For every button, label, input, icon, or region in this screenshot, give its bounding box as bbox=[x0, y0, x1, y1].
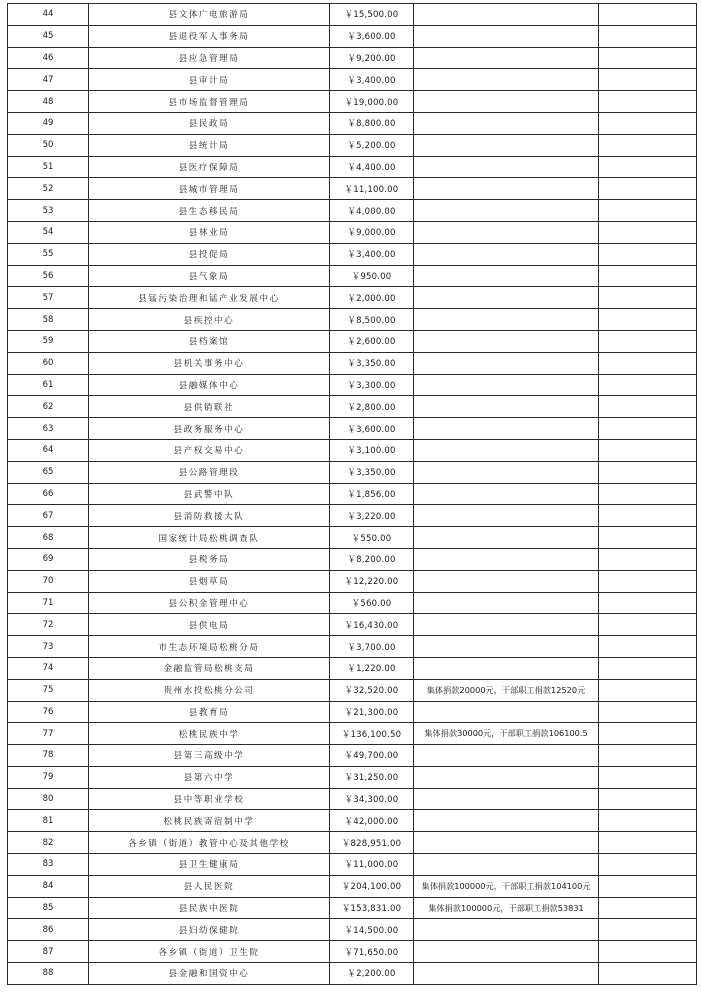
amount-cell: ￥9,200.00 bbox=[330, 47, 414, 69]
row-number-cell: 70 bbox=[8, 570, 89, 592]
extra-cell bbox=[599, 352, 697, 374]
unit-name-cell: 各乡镇（街道）卫生院 bbox=[89, 941, 330, 963]
amount-cell: ￥11,100.00 bbox=[330, 178, 414, 200]
row-number-cell: 81 bbox=[8, 810, 89, 832]
unit-name-cell: 县审计局 bbox=[89, 69, 330, 91]
amount-cell: ￥153,831.00 bbox=[330, 897, 414, 919]
unit-name-cell: 县第六中学 bbox=[89, 766, 330, 788]
note-cell bbox=[414, 134, 599, 156]
table-row bbox=[8, 178, 697, 200]
note-cell: 集体捐款100000元，干部职工捐款53831 bbox=[414, 897, 599, 919]
row-number-cell: 48 bbox=[8, 91, 89, 113]
extra-cell bbox=[599, 614, 697, 636]
row-number-cell: 53 bbox=[8, 200, 89, 222]
note-cell bbox=[414, 69, 599, 91]
amount-cell: ￥550.00 bbox=[330, 527, 414, 549]
unit-name-cell: 县教育局 bbox=[89, 701, 330, 723]
table-row bbox=[8, 374, 697, 396]
amount-cell: ￥3,220.00 bbox=[330, 505, 414, 527]
table-row bbox=[8, 527, 697, 549]
extra-cell bbox=[599, 766, 697, 788]
amount-cell: ￥3,350.00 bbox=[330, 461, 414, 483]
table-row bbox=[8, 418, 697, 440]
table-row bbox=[8, 396, 697, 418]
note-cell: 集体捐款100000元，干部职工捐款104100元 bbox=[414, 875, 599, 897]
row-number-cell: 69 bbox=[8, 548, 89, 570]
table-row bbox=[8, 134, 697, 156]
row-number-cell: 73 bbox=[8, 636, 89, 658]
extra-cell bbox=[599, 941, 697, 963]
amount-cell: ￥2,600.00 bbox=[330, 330, 414, 352]
note-cell bbox=[414, 47, 599, 69]
amount-cell: ￥3,100.00 bbox=[330, 439, 414, 461]
note-cell bbox=[414, 745, 599, 767]
amount-cell: ￥32,520.00 bbox=[330, 679, 414, 701]
table-row bbox=[8, 287, 697, 309]
unit-name-cell: 县供电局 bbox=[89, 614, 330, 636]
unit-name-cell: 各乡镇（街道）教管中心及其他学校 bbox=[89, 832, 330, 854]
unit-name-cell: 县民族中医院 bbox=[89, 897, 330, 919]
row-number-cell: 46 bbox=[8, 47, 89, 69]
row-number-cell: 47 bbox=[8, 69, 89, 91]
extra-cell bbox=[599, 897, 697, 919]
unit-name-cell: 县疾控中心 bbox=[89, 309, 330, 331]
extra-cell bbox=[599, 461, 697, 483]
row-number-cell: 45 bbox=[8, 25, 89, 47]
extra-cell bbox=[599, 439, 697, 461]
unit-name-cell: 县文体广电旅游局 bbox=[89, 4, 330, 26]
table-row bbox=[8, 352, 697, 374]
row-number-cell: 86 bbox=[8, 919, 89, 941]
unit-name-cell: 县产权交易中心 bbox=[89, 439, 330, 461]
extra-cell bbox=[599, 69, 697, 91]
table-row bbox=[8, 897, 697, 919]
note-cell bbox=[414, 701, 599, 723]
unit-name-cell: 县税务局 bbox=[89, 548, 330, 570]
amount-cell: ￥3,400.00 bbox=[330, 243, 414, 265]
extra-cell bbox=[599, 505, 697, 527]
extra-cell bbox=[599, 701, 697, 723]
table-row bbox=[8, 679, 697, 701]
note-cell bbox=[414, 548, 599, 570]
amount-cell: ￥4,000.00 bbox=[330, 200, 414, 222]
unit-name-cell: 县生态移民局 bbox=[89, 200, 330, 222]
note-cell bbox=[414, 221, 599, 243]
note-cell bbox=[414, 418, 599, 440]
extra-cell bbox=[599, 548, 697, 570]
unit-name-cell: 县档案馆 bbox=[89, 330, 330, 352]
note-cell: 集体捐款20000元，干部职工捐款12520元 bbox=[414, 679, 599, 701]
extra-cell bbox=[599, 47, 697, 69]
extra-cell bbox=[599, 25, 697, 47]
table-row bbox=[8, 919, 697, 941]
unit-name-cell: 县卫生健康局 bbox=[89, 854, 330, 876]
table-row bbox=[8, 439, 697, 461]
extra-cell bbox=[599, 832, 697, 854]
amount-cell: ￥950.00 bbox=[330, 265, 414, 287]
amount-cell: ￥3,350.00 bbox=[330, 352, 414, 374]
unit-name-cell: 县气象局 bbox=[89, 265, 330, 287]
row-number-cell: 83 bbox=[8, 854, 89, 876]
donation-table-sheet bbox=[7, 3, 696, 985]
amount-cell: ￥2,200.00 bbox=[330, 963, 414, 985]
amount-cell: ￥31,250.00 bbox=[330, 766, 414, 788]
unit-name-cell: 县政务服务中心 bbox=[89, 418, 330, 440]
note-cell bbox=[414, 396, 599, 418]
unit-name-cell: 国家统计局松桃调查队 bbox=[89, 527, 330, 549]
note-cell bbox=[414, 243, 599, 265]
extra-cell bbox=[599, 265, 697, 287]
row-number-cell: 66 bbox=[8, 483, 89, 505]
amount-cell: ￥8,500.00 bbox=[330, 309, 414, 331]
table-row bbox=[8, 788, 697, 810]
note-cell bbox=[414, 832, 599, 854]
unit-name-cell: 县供销联社 bbox=[89, 396, 330, 418]
extra-cell bbox=[599, 570, 697, 592]
unit-name-cell: 县人民医院 bbox=[89, 875, 330, 897]
unit-name-cell: 县退役军人事务局 bbox=[89, 25, 330, 47]
note-cell bbox=[414, 919, 599, 941]
row-number-cell: 44 bbox=[8, 4, 89, 26]
row-number-cell: 61 bbox=[8, 374, 89, 396]
unit-name-cell: 县融媒体中心 bbox=[89, 374, 330, 396]
unit-name-cell: 县锰污染治理和锰产业发展中心 bbox=[89, 287, 330, 309]
row-number-cell: 87 bbox=[8, 941, 89, 963]
extra-cell bbox=[599, 287, 697, 309]
table-row bbox=[8, 810, 697, 832]
row-number-cell: 56 bbox=[8, 265, 89, 287]
table-row bbox=[8, 832, 697, 854]
amount-cell: ￥9,000.00 bbox=[330, 221, 414, 243]
table-row bbox=[8, 25, 697, 47]
unit-name-cell: 县金融和国资中心 bbox=[89, 963, 330, 985]
table-row bbox=[8, 243, 697, 265]
extra-cell bbox=[599, 592, 697, 614]
amount-cell: ￥3,400.00 bbox=[330, 69, 414, 91]
table-row bbox=[8, 4, 697, 26]
note-cell bbox=[414, 527, 599, 549]
note-cell bbox=[414, 265, 599, 287]
note-cell bbox=[414, 461, 599, 483]
note-cell bbox=[414, 570, 599, 592]
note-cell: 集体捐款30000元，干部职工捐款106100.5 bbox=[414, 723, 599, 745]
note-cell bbox=[414, 657, 599, 679]
note-cell bbox=[414, 614, 599, 636]
extra-cell bbox=[599, 854, 697, 876]
note-cell bbox=[414, 287, 599, 309]
note-cell bbox=[414, 439, 599, 461]
table-row bbox=[8, 723, 697, 745]
note-cell bbox=[414, 25, 599, 47]
extra-cell bbox=[599, 134, 697, 156]
amount-cell: ￥21,300.00 bbox=[330, 701, 414, 723]
note-cell bbox=[414, 636, 599, 658]
table-row bbox=[8, 766, 697, 788]
note-cell bbox=[414, 309, 599, 331]
table-row bbox=[8, 461, 697, 483]
extra-cell bbox=[599, 200, 697, 222]
unit-name-cell: 松桃民族寄宿制中学 bbox=[89, 810, 330, 832]
extra-cell bbox=[599, 156, 697, 178]
amount-cell: ￥3,600.00 bbox=[330, 25, 414, 47]
unit-name-cell: 县消防救援大队 bbox=[89, 505, 330, 527]
unit-name-cell: 县城市管理局 bbox=[89, 178, 330, 200]
note-cell bbox=[414, 788, 599, 810]
extra-cell bbox=[599, 221, 697, 243]
extra-cell bbox=[599, 374, 697, 396]
table-row bbox=[8, 156, 697, 178]
extra-cell bbox=[599, 4, 697, 26]
extra-cell bbox=[599, 527, 697, 549]
row-number-cell: 50 bbox=[8, 134, 89, 156]
table-row bbox=[8, 221, 697, 243]
row-number-cell: 65 bbox=[8, 461, 89, 483]
note-cell bbox=[414, 766, 599, 788]
row-number-cell: 74 bbox=[8, 657, 89, 679]
row-number-cell: 60 bbox=[8, 352, 89, 374]
table-row bbox=[8, 505, 697, 527]
row-number-cell: 76 bbox=[8, 701, 89, 723]
table-row bbox=[8, 200, 697, 222]
amount-cell: ￥4,400.00 bbox=[330, 156, 414, 178]
unit-name-cell: 松桃民族中学 bbox=[89, 723, 330, 745]
amount-cell: ￥1,220.00 bbox=[330, 657, 414, 679]
table-row bbox=[8, 657, 697, 679]
row-number-cell: 64 bbox=[8, 439, 89, 461]
note-cell bbox=[414, 330, 599, 352]
extra-cell bbox=[599, 418, 697, 440]
table-row bbox=[8, 875, 697, 897]
note-cell bbox=[414, 963, 599, 985]
row-number-cell: 72 bbox=[8, 614, 89, 636]
amount-cell: ￥204,100.00 bbox=[330, 875, 414, 897]
amount-cell: ￥8,800.00 bbox=[330, 112, 414, 134]
note-cell bbox=[414, 352, 599, 374]
amount-cell: ￥8,200.00 bbox=[330, 548, 414, 570]
table-body bbox=[8, 4, 697, 985]
unit-name-cell: 县武警中队 bbox=[89, 483, 330, 505]
row-number-cell: 51 bbox=[8, 156, 89, 178]
extra-cell bbox=[599, 810, 697, 832]
table-row bbox=[8, 309, 697, 331]
table-row bbox=[8, 941, 697, 963]
row-number-cell: 62 bbox=[8, 396, 89, 418]
row-number-cell: 77 bbox=[8, 723, 89, 745]
table-row bbox=[8, 570, 697, 592]
table-row bbox=[8, 548, 697, 570]
row-number-cell: 71 bbox=[8, 592, 89, 614]
extra-cell bbox=[599, 396, 697, 418]
table-row bbox=[8, 614, 697, 636]
amount-cell: ￥136,100.50 bbox=[330, 723, 414, 745]
row-number-cell: 63 bbox=[8, 418, 89, 440]
table-row bbox=[8, 854, 697, 876]
unit-name-cell: 县林业局 bbox=[89, 221, 330, 243]
unit-name-cell: 市生态环境局松桃分局 bbox=[89, 636, 330, 658]
row-number-cell: 68 bbox=[8, 527, 89, 549]
row-number-cell: 67 bbox=[8, 505, 89, 527]
table-row bbox=[8, 701, 697, 723]
row-number-cell: 49 bbox=[8, 112, 89, 134]
table-row bbox=[8, 963, 697, 985]
unit-name-cell: 县烟草局 bbox=[89, 570, 330, 592]
table-row bbox=[8, 47, 697, 69]
row-number-cell: 75 bbox=[8, 679, 89, 701]
row-number-cell: 52 bbox=[8, 178, 89, 200]
extra-cell bbox=[599, 636, 697, 658]
extra-cell bbox=[599, 657, 697, 679]
amount-cell: ￥2,000.00 bbox=[330, 287, 414, 309]
donation-table bbox=[7, 3, 697, 985]
table-row bbox=[8, 265, 697, 287]
unit-name-cell: 县第三高级中学 bbox=[89, 745, 330, 767]
unit-name-cell: 县机关事务中心 bbox=[89, 352, 330, 374]
amount-cell: ￥11,000.00 bbox=[330, 854, 414, 876]
note-cell bbox=[414, 810, 599, 832]
table-row bbox=[8, 592, 697, 614]
extra-cell bbox=[599, 243, 697, 265]
row-number-cell: 80 bbox=[8, 788, 89, 810]
table-row bbox=[8, 112, 697, 134]
unit-name-cell: 县投促局 bbox=[89, 243, 330, 265]
extra-cell bbox=[599, 483, 697, 505]
amount-cell: ￥3,700.00 bbox=[330, 636, 414, 658]
table-row bbox=[8, 330, 697, 352]
table-row bbox=[8, 745, 697, 767]
note-cell bbox=[414, 941, 599, 963]
amount-cell: ￥42,000.00 bbox=[330, 810, 414, 832]
note-cell bbox=[414, 4, 599, 26]
unit-name-cell: 县市场监督管理局 bbox=[89, 91, 330, 113]
extra-cell bbox=[599, 309, 697, 331]
extra-cell bbox=[599, 679, 697, 701]
note-cell bbox=[414, 91, 599, 113]
row-number-cell: 55 bbox=[8, 243, 89, 265]
unit-name-cell: 县中等职业学校 bbox=[89, 788, 330, 810]
row-number-cell: 79 bbox=[8, 766, 89, 788]
unit-name-cell: 县民政局 bbox=[89, 112, 330, 134]
table-row bbox=[8, 91, 697, 113]
amount-cell: ￥5,200.00 bbox=[330, 134, 414, 156]
extra-cell bbox=[599, 963, 697, 985]
amount-cell: ￥34,300.00 bbox=[330, 788, 414, 810]
note-cell bbox=[414, 200, 599, 222]
amount-cell: ￥12,220.00 bbox=[330, 570, 414, 592]
extra-cell bbox=[599, 330, 697, 352]
unit-name-cell: 金融监管局松桃支局 bbox=[89, 657, 330, 679]
amount-cell: ￥19,000.00 bbox=[330, 91, 414, 113]
amount-cell: ￥14,500.00 bbox=[330, 919, 414, 941]
unit-name-cell: 县公路管理段 bbox=[89, 461, 330, 483]
extra-cell bbox=[599, 875, 697, 897]
unit-name-cell: 县医疗保障局 bbox=[89, 156, 330, 178]
row-number-cell: 84 bbox=[8, 875, 89, 897]
amount-cell: ￥1,856.00 bbox=[330, 483, 414, 505]
table-row bbox=[8, 636, 697, 658]
row-number-cell: 82 bbox=[8, 832, 89, 854]
unit-name-cell: 县公积金管理中心 bbox=[89, 592, 330, 614]
note-cell bbox=[414, 483, 599, 505]
note-cell bbox=[414, 505, 599, 527]
amount-cell: ￥828,951.00 bbox=[330, 832, 414, 854]
amount-cell: ￥71,650.00 bbox=[330, 941, 414, 963]
note-cell bbox=[414, 592, 599, 614]
row-number-cell: 88 bbox=[8, 963, 89, 985]
amount-cell: ￥2,800.00 bbox=[330, 396, 414, 418]
note-cell bbox=[414, 156, 599, 178]
extra-cell bbox=[599, 919, 697, 941]
unit-name-cell: 贵州水投松桃分公司 bbox=[89, 679, 330, 701]
amount-cell: ￥3,300.00 bbox=[330, 374, 414, 396]
row-number-cell: 58 bbox=[8, 309, 89, 331]
row-number-cell: 59 bbox=[8, 330, 89, 352]
note-cell bbox=[414, 178, 599, 200]
row-number-cell: 85 bbox=[8, 897, 89, 919]
unit-name-cell: 县妇幼保健院 bbox=[89, 919, 330, 941]
extra-cell bbox=[599, 788, 697, 810]
amount-cell: ￥560.00 bbox=[330, 592, 414, 614]
amount-cell: ￥16,430.00 bbox=[330, 614, 414, 636]
extra-cell bbox=[599, 178, 697, 200]
row-number-cell: 57 bbox=[8, 287, 89, 309]
amount-cell: ￥3,600.00 bbox=[330, 418, 414, 440]
row-number-cell: 54 bbox=[8, 221, 89, 243]
extra-cell bbox=[599, 723, 697, 745]
table-row bbox=[8, 483, 697, 505]
unit-name-cell: 县应急管理局 bbox=[89, 47, 330, 69]
extra-cell bbox=[599, 91, 697, 113]
row-number-cell: 78 bbox=[8, 745, 89, 767]
amount-cell: ￥15,500.00 bbox=[330, 4, 414, 26]
note-cell bbox=[414, 374, 599, 396]
unit-name-cell: 县统计局 bbox=[89, 134, 330, 156]
extra-cell bbox=[599, 745, 697, 767]
table-row bbox=[8, 69, 697, 91]
note-cell bbox=[414, 854, 599, 876]
extra-cell bbox=[599, 112, 697, 134]
note-cell bbox=[414, 112, 599, 134]
amount-cell: ￥49,700.00 bbox=[330, 745, 414, 767]
